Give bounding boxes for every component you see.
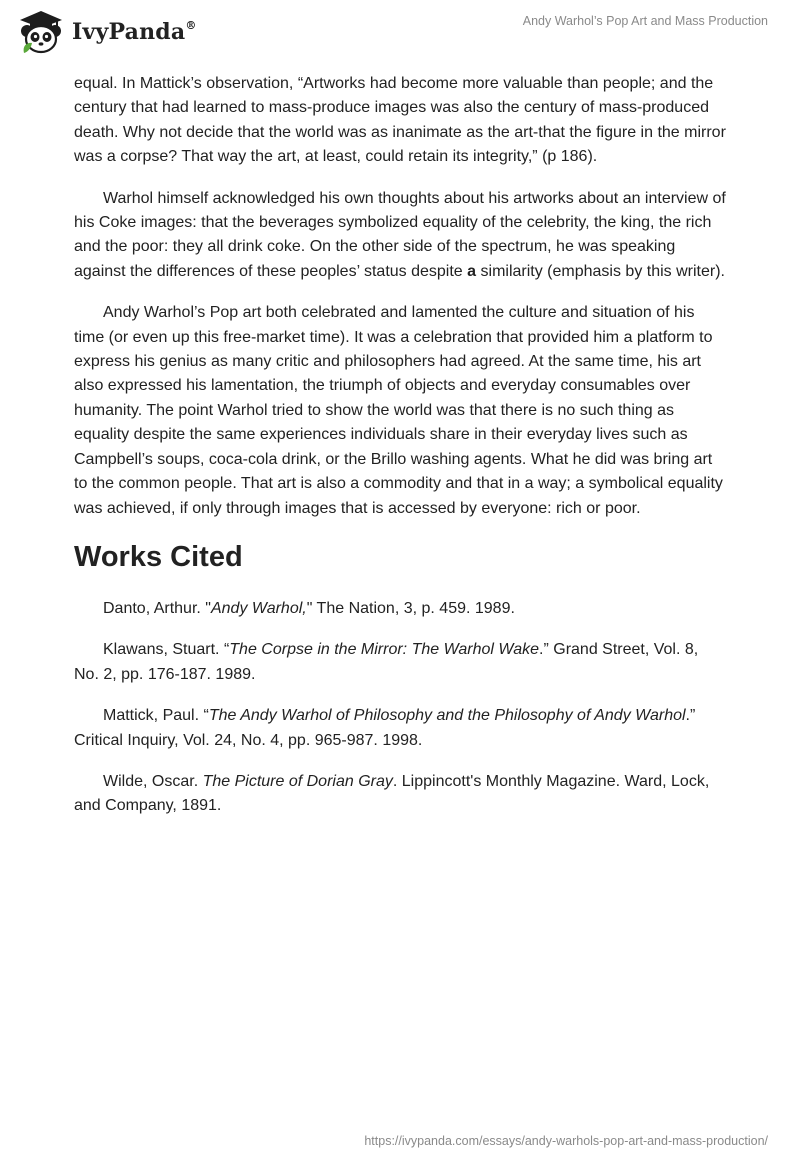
page-header (0, 0, 800, 66)
citation-wilde: Wilde, Oscar. The Picture of Dorian Gray. Lippincott's Monthly Magazine. Ward, Lock, and Company, 1891. (74, 772, 710, 815)
works-cited-heading: Works Cited (74, 540, 243, 573)
source-url-link[interactable]: https://ivypanda.com/essays/andy-warhols-pop-art-and-mass-production/ (364, 1134, 768, 1148)
citation-danto: Danto, Arthur. "Andy Warhol," The Nation, 3, p. 459. 1989. (103, 599, 515, 617)
citation-klawans: Klawans, Stuart. “The Corpse in the Mirror: The Warhol Wake.” Grand Street, Vol. 8, No. 2, pp. 176-187. 1989. (74, 641, 699, 683)
registered-mark: ® (185, 18, 197, 32)
essay-body (74, 72, 726, 836)
paragraph-continuation: equal. In Mattick’s observation, “Artworks had become more valuable than people; and the century that had learned to mass-produce images was also the century of mass-produced death. Why not decide that the world was as inanimate as the art-that the figure in the mirror was a corpse? That way the art, at least, could retain its integrity,” (p 186). (74, 75, 726, 166)
logo-wordmark: IvyPanda® (72, 18, 197, 45)
citation-mattick: Mattick, Paul. “The Andy Warhol of Philosophy and the Philosophy of Andy Warhol.” Critical Inquiry, Vol. 24, No. 4, pp. 965-987. 1998. (74, 707, 696, 749)
document-title: Andy Warhol’s Pop Art and Mass Production (522, 14, 768, 28)
paragraph-conclusion: Andy Warhol’s Pop art both celebrated and lamented the culture and situation of his time (or even up this free-market time). It was a celebration that provided him a platform to express his genius as many critic and philosophers had agreed. At the same time, his art also expressed his lamentation, the triumph of objects and everyday consumables over humanity. The point Warhol tried to show the world was that there is no such thing as equality despite the same experiences individuals share in their everyday lives such as Campbell’s soups, coca-cola drink, or the Brillo washing agents. What he did was bring art to the common people. That art is also a commodity and that in a way; a symbolical equality was achieved, if only through images that is accessed by everyone: rich or poor. (74, 304, 723, 517)
ivypanda-logo[interactable] (16, 8, 197, 56)
panda-graduate-icon (16, 9, 66, 55)
paragraph-coke: Warhol himself acknowledged his own thoughts about his artworks about an interview of his Coke images: that the beverages symbolized equality of the celebrity, the king, the rich and the poor: they all drink coke. On the other side of the spectrum, he was speaking against the differences of these peoples’ status despite a similarity (emphasis by this writer). (74, 189, 726, 280)
emphasis-bold: a (467, 262, 477, 280)
